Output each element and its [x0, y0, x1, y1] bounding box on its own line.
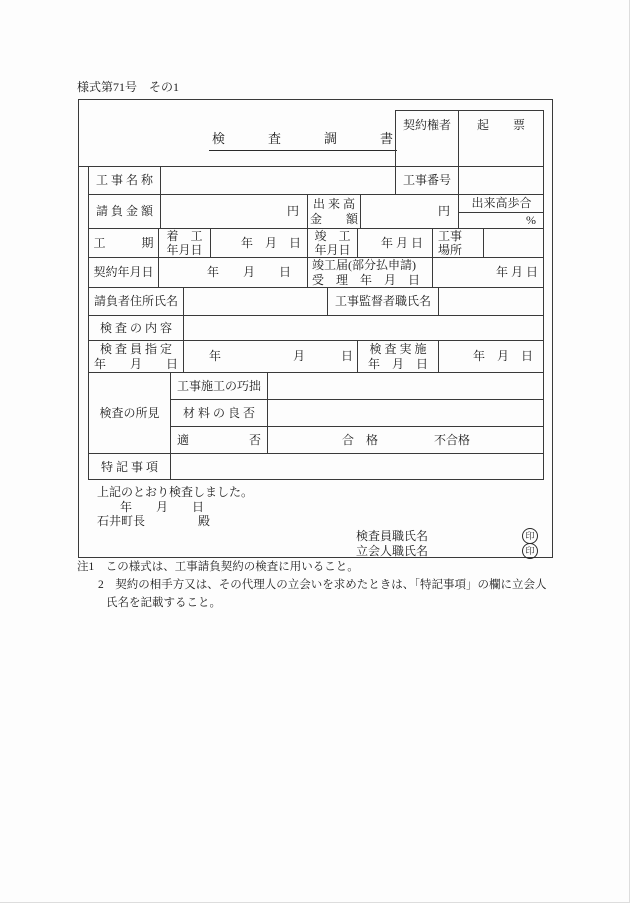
- site-value-blank: [483, 228, 544, 257]
- start-date-label: 着 工 年月日: [158, 228, 210, 257]
- workmanship-value-blank: [267, 372, 544, 399]
- supervisor-label: 工事監督者職氏名: [327, 287, 438, 315]
- inspection-content-value-blank: [183, 315, 544, 340]
- earned-amount-label: 出 来 高 金 額: [307, 194, 360, 228]
- inspection-content-label: 検 査 の 内 容: [88, 315, 183, 340]
- contract-amount-label: 請 負 金 額: [88, 194, 160, 228]
- materials-label: 材 料 の 良 否: [170, 399, 267, 426]
- suitability-value: [267, 426, 544, 453]
- form-number: 様式第71号 その1: [77, 80, 180, 94]
- addressee-suffix: 殿: [198, 514, 211, 528]
- contract-authority-label: 契約権者: [402, 118, 451, 132]
- contract-amount-yen: 円: [160, 194, 307, 228]
- note-line-1: 注1 この様式は、工事請負契約の検査に用いること。: [77, 561, 359, 573]
- work-number-label: 工事番号: [395, 166, 458, 194]
- form-title: 検 査 調 書: [208, 128, 398, 151]
- inspector-signature-row: [356, 528, 538, 544]
- period-label: 工 期: [88, 228, 158, 257]
- special-notes-value-blank: [170, 453, 544, 480]
- completion-report-ymd: 年 月 日: [432, 257, 544, 287]
- materials-value-blank: [267, 399, 544, 426]
- addressee: 石井町長: [97, 514, 146, 528]
- inspector-appoint-ymd: 年 月 日: [183, 340, 357, 372]
- start-date-ymd: 年 月 日: [210, 228, 307, 257]
- earned-amount-yen: 円: [360, 194, 458, 228]
- stamp-box: [395, 110, 544, 167]
- inspection-done-ymd: 年 月 日: [438, 340, 544, 372]
- statement-date-line: 年 月 日: [120, 500, 205, 514]
- note-line-3: 氏名を記載すること。: [106, 597, 221, 609]
- supervisor-value-blank: [438, 287, 544, 315]
- completion-date-label: 竣 工 年月日: [307, 228, 357, 257]
- inspection-done-label: 検 査 実 施 年 月 日: [357, 340, 438, 372]
- witness-signature-row: [356, 543, 538, 559]
- work-name-label: 工 事 名 称: [88, 166, 160, 194]
- site-label: 工事 場所: [432, 228, 483, 257]
- fail-option: 不合格: [434, 432, 471, 447]
- draft-label: 起 票: [458, 111, 543, 166]
- earned-ratio-label: 出来高歩合: [471, 196, 532, 211]
- note-line-2: 2 契約の相手方又は、その代理人の立会いを求めたときは、「特記事項」の欄に立会人: [98, 579, 547, 591]
- table-top-connector-line: [78, 166, 88, 167]
- contract-date-label: 契約年月日: [88, 257, 158, 287]
- special-notes-label: 特 記 事 項: [88, 453, 170, 480]
- seal-icon: 印: [522, 543, 538, 559]
- contractor-label: 請負者住所氏名: [88, 287, 183, 315]
- earned-ratio-percent: %: [459, 212, 544, 229]
- seal-icon: 印: [522, 528, 538, 544]
- findings-label: 検査の所見: [88, 372, 170, 453]
- work-name-value-blank: [160, 166, 395, 194]
- contract-date-ymd: 年 月 日: [158, 257, 307, 287]
- witness-signature-label: 立会人職氏名: [356, 543, 429, 558]
- completion-report-label: 竣工届(部分払申請) 受 理 年 月 日: [307, 257, 432, 287]
- workmanship-label: 工事施工の巧拙: [170, 372, 267, 399]
- suitability-label: 適 否: [170, 426, 267, 453]
- completion-date-ymd: 年 月 日: [357, 228, 432, 257]
- contractor-value-blank: [183, 287, 327, 315]
- inspection-statement: 上記のとおり検査しました。: [97, 485, 254, 499]
- pass-option: 合 格: [341, 432, 378, 447]
- inspector-appoint-label: 検 査 員 指 定 年 月 日: [88, 340, 183, 372]
- earned-ratio-cell: [458, 194, 544, 228]
- inspector-signature-label: 検査員職氏名: [356, 528, 429, 543]
- work-number-value-blank: [458, 166, 544, 194]
